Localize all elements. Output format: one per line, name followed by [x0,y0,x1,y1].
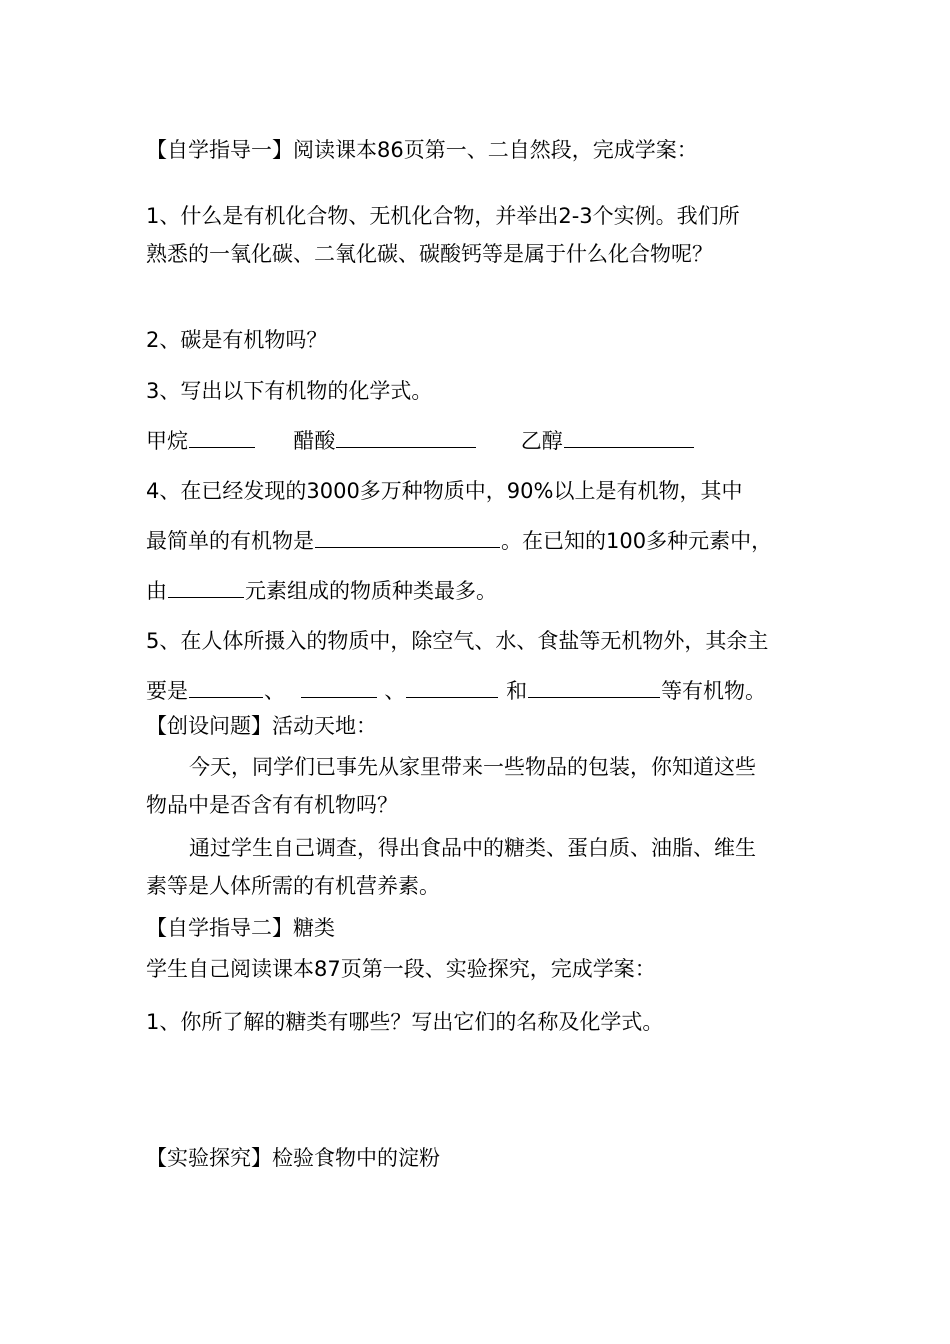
section-3-intro: 学生自己阅读课本87页第一段、实验探究，完成学案： [146,957,656,981]
question-4-line-1: 4、在已经发现的3000多万种物质中，90%以上是有机物，其中 [146,479,743,503]
section-heading-create-question: 【创设问题】活动天地： [146,714,377,738]
nutrient-blank-2[interactable] [301,677,377,698]
question-5-line-1: 5、在人体所摄入的物质中，除空气、水、食盐等无机物外，其余主 [146,629,769,653]
question-5-line-2 [146,677,766,705]
nutrient-blank-1[interactable] [189,677,263,698]
q4-text-b: 。在已知的100多种元素中， [501,529,773,553]
nutrient-blank-3[interactable] [406,677,498,698]
q5-text-tail: 等有机物。 [661,679,767,703]
paragraph-2-line-1: 通过学生自己调查，得出食品中的糖类、蛋白质、油脂、维生 [189,836,756,860]
q5-text-a: 要是 [146,679,188,703]
question-1-line-2: 熟悉的一氧化碳、二氧化碳、碳酸钙等是属于什么化合物呢？ [146,242,713,266]
section-heading-experiment: 【实验探究】检验食物中的淀粉 [146,1146,440,1170]
acetic-acid-formula-blank[interactable] [336,427,476,448]
label-methane: 甲烷 [146,429,188,453]
q5-separator-1: 、 [264,679,285,703]
q4-text-d: 元素组成的物质种类最多。 [245,579,497,603]
label-acetic-acid: 醋酸 [293,429,336,453]
element-blank[interactable] [168,577,244,598]
paragraph-1-line-1: 今天，同学们已事先从家里带来一些物品的包装，你知道这些 [189,755,756,779]
nutrient-blank-4[interactable] [528,677,660,698]
q5-and: 和 [506,679,528,703]
simplest-organic-blank[interactable] [315,527,500,548]
label-ethanol: 乙醇 [520,429,563,453]
section-heading-self-study-2: 【自学指导二】糖类 [146,916,335,940]
question-3-answers [146,427,695,455]
section-3-question-1: 1、你所了解的糖类有哪些？写出它们的名称及化学式。 [146,1010,664,1034]
q5-separator-2: 、 [384,679,406,703]
paragraph-2-line-2: 素等是人体所需的有机营养素。 [146,874,440,898]
paragraph-1-line-2: 物品中是否含有有机物吗？ [146,793,398,817]
section-heading-self-study-1: 【自学指导一】阅读课本86页第一、二自然段，完成学案： [146,138,698,162]
q4-text-c: 由 [146,579,167,603]
question-1-line-1: 1、什么是有机化合物、无机化合物，并举出2-3个实例。我们所 [146,204,740,228]
question-2: 2、碳是有机物吗？ [146,328,328,352]
q4-text-a: 最简单的有机物是 [146,529,314,553]
question-4-line-2 [146,527,772,555]
question-3: 3、写出以下有机物的化学式。 [146,379,433,403]
methane-formula-blank[interactable] [189,427,255,448]
question-4-line-3 [146,577,497,605]
ethanol-formula-blank[interactable] [564,427,694,448]
